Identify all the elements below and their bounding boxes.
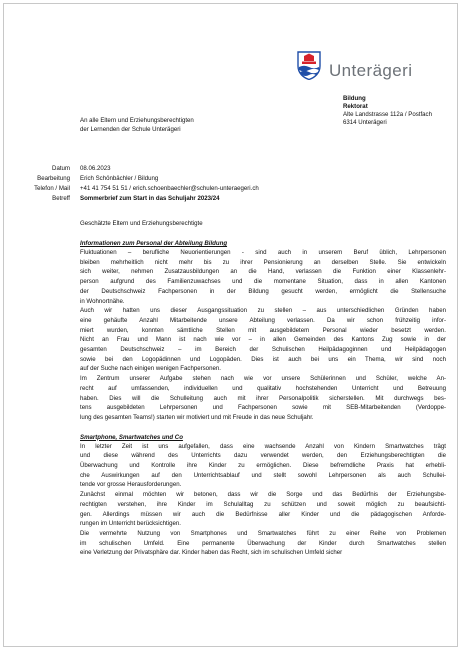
- meta-row-contact: [20, 184, 259, 194]
- meta-row-author: [20, 174, 259, 184]
- paragraph-line: che Auswirkungen auf den Unterrichtsablauf und stellt sowohl Lehrpersonen als auch Schullei-: [80, 471, 446, 479]
- section-heading-personnel: Informationen zum Personal der Abteilung Bildung: [80, 240, 228, 247]
- paragraph-line: Überwachung und Kontrolle ihre Kinder zu ermöglichen. Diese befremdliche Praxis hat erhebli-: [80, 462, 446, 470]
- paragraph: [80, 374, 446, 423]
- paragraph-line: auf der Suche nach einigen wenigen Fachpersonen.: [80, 365, 221, 373]
- paragraph-line: im schulischen Umfeld. Eine permanente Überwachung der Kinder durch Smartwatches stellen: [80, 539, 446, 547]
- paragraph-line: sich weiter, nehmen Zusatzausbildungen an die Hand, verlassen die Funktion einer Klassenlehr-: [80, 268, 446, 276]
- salutation: Geschätzte Eltern und Erziehungsberechtigte: [80, 220, 203, 227]
- paragraph-line: tens ausgebildeten Lehrpersonen und Fachpersonen sowie mit SEB-Mitarbeitenden (Verdoppe-: [80, 404, 446, 412]
- recipient-address: [80, 117, 194, 134]
- section-heading-smartphones: Smartphone, Smartwatches und Co: [80, 433, 183, 441]
- paragraph-line: eine Verletzung der Privatsphäre dar. Kinder haben das Recht, sich im schulischen Umfeld sicher: [80, 549, 343, 557]
- recipient-line: An alle Eltern und Erziehungsberechtigten: [80, 117, 194, 124]
- letter-body: [80, 219, 446, 558]
- paragraph-line: Auch wir hatten uns dieser Ausgangssituation zu stellen – aus unterschiedlichen Gründen haben: [80, 307, 446, 315]
- paragraph: [80, 306, 446, 374]
- paragraph-line: haben. Dies will die Schulleitung auch mit ihrer Personalpolitik sicherstellen. Mit durchwegs bes-: [80, 394, 446, 402]
- meta-label: Betreff: [52, 194, 70, 202]
- paragraph-line: eine gehäufte Anzahl Mitarbeitende unsere Abteilung verlassen. Da wir schon frühzeitig infor-: [80, 316, 446, 324]
- paragraph: [80, 442, 446, 491]
- paragraph: [80, 490, 446, 529]
- sender-role: Rektorat: [343, 102, 368, 110]
- paragraph-line: person aufgrund des Familienzuwachses und die momentane Situation, dass in allen Kantonen: [80, 278, 446, 286]
- meta-value-contact: +41 41 754 51 51 / erich.schoenbaechler@schulen-unteraegeri.ch: [80, 184, 259, 192]
- paragraph-line: Nicht an Frau und Mann ist nach wie vor – in allen Gemeinden des Kantons Zug sowie in der: [80, 336, 446, 344]
- paragraph-line: gesamten Deutschschweiz – im Bereich der Schulischen Heilpädagoginnen und Heilpädagogen: [80, 346, 446, 354]
- paragraph: [80, 529, 446, 558]
- municipality-logo: [296, 50, 446, 90]
- meta-value-subject: Sommerbrief zum Start in das Schuljahr 2023/24: [80, 194, 220, 202]
- paragraph-line: Im Zentrum unserer Aufgabe stehen nach wie vor unsere Schülerinnen und Schüler, welche An-: [80, 375, 446, 383]
- paragraph-line: gen. Allerdings müssen wir auch die Bedürfnisse aller Kinder und die pädagogischen Anforde-: [80, 510, 446, 518]
- paragraph-line: tende vor grosse Herausforderungen.: [80, 481, 182, 489]
- sender-city: 6314 Unterägeri: [343, 118, 387, 126]
- paragraph-line: In letzter Zeit ist uns aufgefallen, dass eine wachsende Anzahl von Kindern Smartwatches trägt: [80, 442, 446, 450]
- sender-department: Bildung: [343, 95, 366, 102]
- logo-wordmark: Unterägeri: [329, 61, 413, 80]
- meta-label: Datum: [52, 165, 70, 172]
- meta-row-date: [20, 164, 259, 174]
- sender-address: [343, 95, 432, 127]
- meta-value-author: Erich Schönbächler / Bildung: [80, 174, 159, 182]
- paragraph-line: rechtigten verstehen, ihre Kinder im Schulalltag zu schützen und soweit möglich zu beaufsichti-: [80, 500, 446, 508]
- meta-value-date: 08.06.2023: [80, 165, 111, 172]
- meta-label: Telefon / Mail: [34, 184, 70, 192]
- paragraph-line: Fluktuationen – berufliche Neuorientierungen - sind auch in unserem Beruf üblich, Lehrpersonen: [80, 249, 446, 256]
- paragraph-line: und diese während des Unterrichts dazu verwendet werden, den Erziehungsberechtigten die: [80, 452, 446, 460]
- paragraph-line: Zunächst einmal möchten wir betonen, dass wir die Sorge und das Bedürfnis der Erziehungsbe-: [80, 491, 446, 499]
- paragraph-line: recht auf umfassenden, individuellen und qualitativ hochstehenden Unterricht und Betreuung: [80, 384, 446, 392]
- paragraph-line: lung des gesamten Teams!) starten wir motiviert und mit Freude in das neue Schuljahr.: [80, 413, 314, 421]
- paragraph-line: miert wurden, konnten sämtliche Stellen mit ausgebildetem Personal wieder besetzt werden.: [80, 326, 446, 334]
- paragraph-line: in Wohnortnähe.: [80, 297, 125, 305]
- meta-label: Bearbeitung: [37, 174, 70, 182]
- recipient-line: der Lernenden der Schule Unterägeri: [80, 125, 181, 133]
- paragraph-line: bleiben mehrheitlich nicht mehr bis zu ihrer Pensionierung an derselben Stelle. Sie entwickeln: [80, 258, 446, 266]
- paragraph-line: der Deutschschweiz Fachpersonen in der Bildung gesucht werden, ermöglicht die Stellensuche: [80, 287, 446, 295]
- crest-icon: [296, 50, 322, 80]
- paragraph-line: sowie bei den Logopädinnen und Logopäden. Dies ist auch bei uns ein Thema, wir sind noch: [80, 355, 446, 363]
- sender-street: Alte Landstrasse 112a / Postfach: [343, 110, 432, 118]
- meta-row-subject: [20, 194, 259, 204]
- paragraph-line: Die vermehrte Nutzung von Smartphones und Smartwatches führt zu einer Reihe von Problemen: [80, 529, 446, 537]
- paragraph: [80, 248, 446, 306]
- letter-meta: [20, 164, 259, 204]
- paragraph-line: rungen im Unterricht berücksichtigen.: [80, 520, 181, 528]
